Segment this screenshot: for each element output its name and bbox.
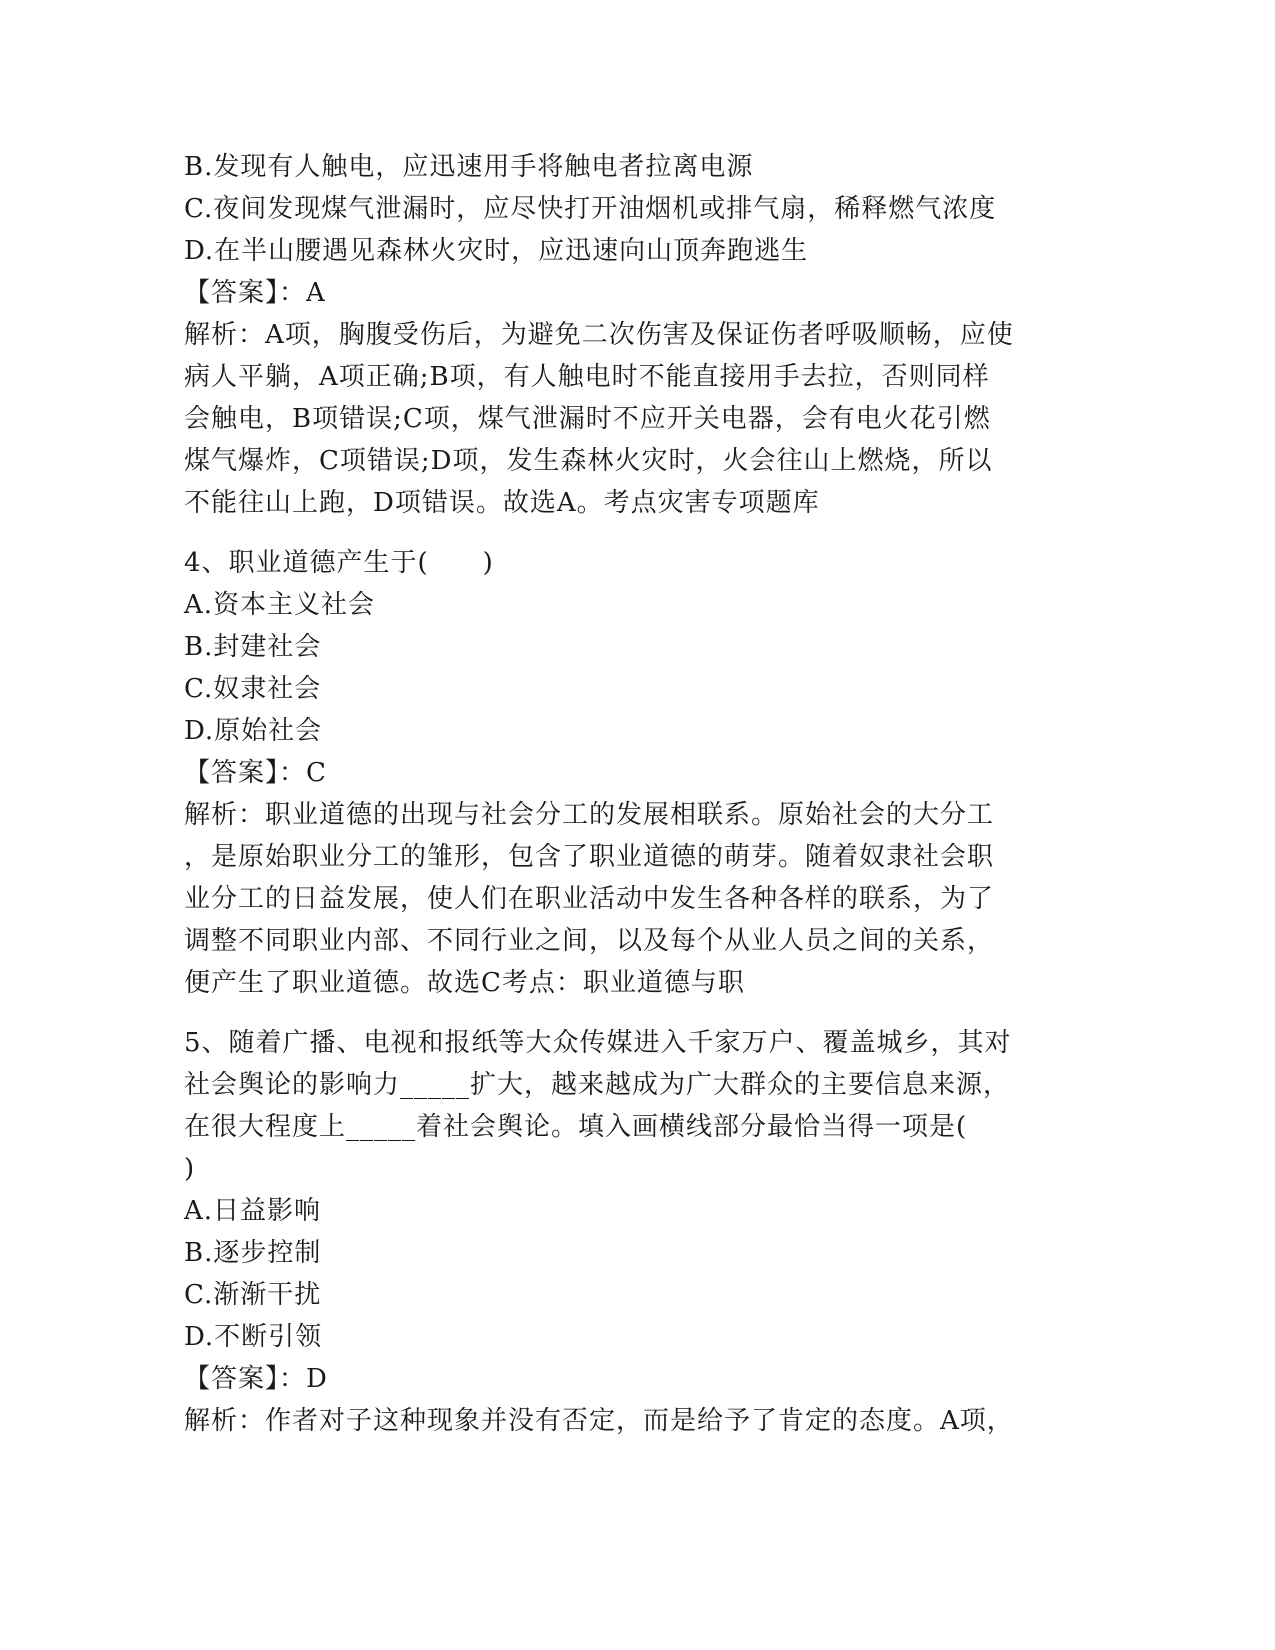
q5-option-b: B.逐步控制	[184, 1238, 322, 1268]
q4-analysis-line: ，是原始职业分工的雏形，包含了职业道德的萌芽。随着奴隶社会职	[184, 842, 995, 872]
section-gap	[184, 1004, 1064, 1022]
q3-answer: 【答案】：A	[184, 278, 326, 308]
q4-option-b: B.封建社会	[184, 632, 322, 662]
q4-analysis-line: 解析：职业道德的出现与社会分工的发展相联系。原始社会的大分工	[184, 800, 995, 830]
q4-question: 4、职业道德产生于( )	[184, 548, 494, 578]
q3-analysis-line: 会触电，B项错误;C项，煤气泄漏时不应开关电器，会有电火花引燃	[184, 404, 991, 434]
q5-analysis-line: 解析：作者对子这种现象并没有否定，而是给予了肯定的态度。A项，	[184, 1406, 1014, 1436]
q5-question-line: )	[184, 1154, 196, 1184]
q3-analysis-line: 不能往山上跑，D项错误。故选A。考点灾害专项题库	[184, 488, 820, 518]
q5-question-line: 社会舆论的影响力_____扩大，越来越成为广大群众的主要信息来源，	[184, 1070, 1011, 1100]
q5-question-line: 在很大程度上_____着社会舆论。填入画横线部分最恰当得一项是(	[184, 1112, 968, 1142]
q3-analysis-line: 病人平躺，A项正确;B项，有人触电时不能直接用手去拉，否则同样	[184, 362, 990, 392]
q4-answer: 【答案】：C	[184, 758, 327, 788]
q4-analysis-line: 业分工的日益发展，使人们在职业活动中发生各种各样的联系，为了	[184, 884, 995, 914]
q5-option-c: C.渐渐干扰	[184, 1280, 322, 1310]
document-content	[184, 146, 1064, 1442]
q4-analysis-line: 便产生了职业道德。故选C考点：职业道德与职	[184, 968, 745, 998]
q4-option-a: A.资本主义社会	[184, 590, 376, 620]
q3-option-c: C.夜间发现煤气泄漏时，应尽快打开油烟机或排气扇，稀释燃气浓度	[184, 194, 997, 224]
q5-option-a: A.日益影响	[184, 1196, 322, 1226]
q4-option-d: D.原始社会	[184, 716, 323, 746]
q5-question-line: 5、随着广播、电视和报纸等大众传媒进入千家万户、覆盖城乡，其对	[184, 1028, 1012, 1058]
q4-option-c: C.奴隶社会	[184, 674, 322, 704]
q3-option-b: B.发现有人触电，应迅速用手将触电者拉离电源	[184, 152, 754, 182]
q3-analysis-line: 煤气爆炸，C项错误;D项，发生森林火灾时，火会往山上燃烧，所以	[184, 446, 993, 476]
section-gap	[184, 524, 1064, 542]
q4-analysis-line: 调整不同职业内部、不同行业之间，以及每个从业人员之间的关系，	[184, 926, 995, 956]
q3-analysis-line: 解析：A项，胸腹受伤后，为避免二次伤害及保证伤者呼吸顺畅，应使	[184, 320, 1014, 350]
q5-answer: 【答案】：D	[184, 1364, 328, 1394]
q5-option-d: D.不断引领	[184, 1322, 323, 1352]
q3-option-d: D.在半山腰遇见森林火灾时，应迅速向山顶奔跑逃生	[184, 236, 809, 266]
